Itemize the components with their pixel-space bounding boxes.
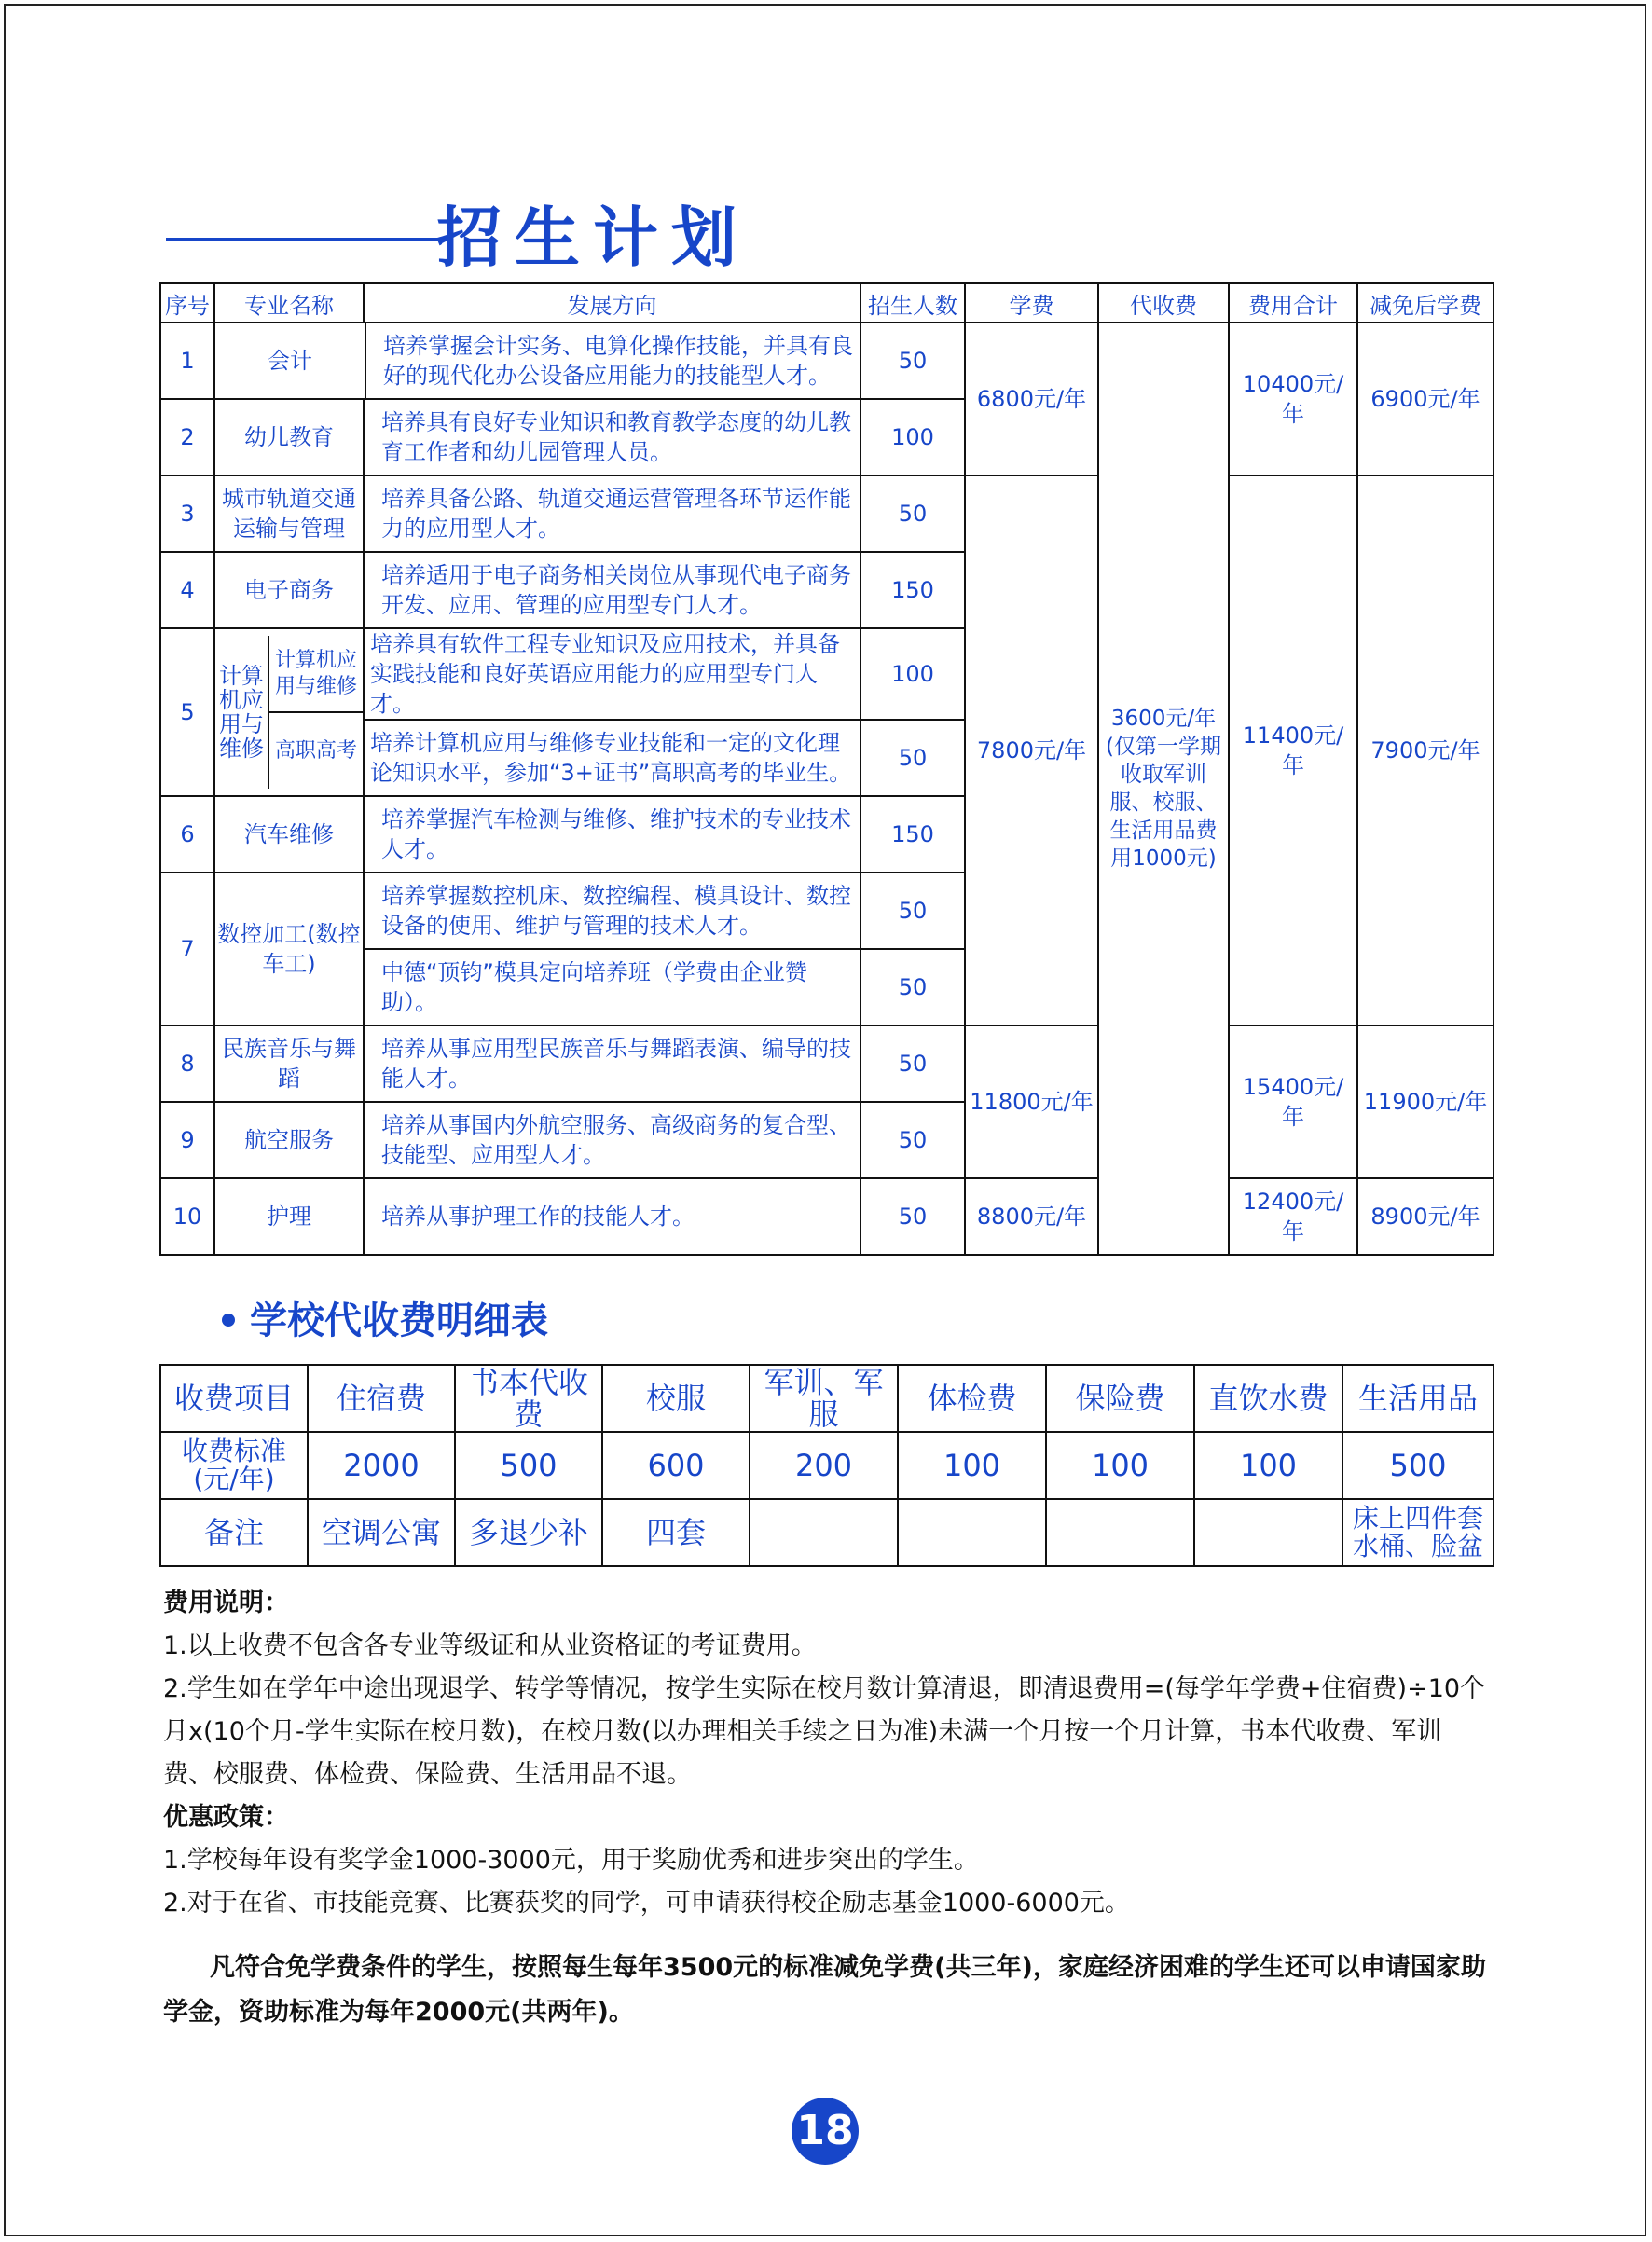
reduced-fee-cell: 11900元/年 <box>1357 1025 1494 1178</box>
direction-text: 培养从事护理工作的技能人才。 <box>364 1178 860 1255</box>
enrollment-count: 50 <box>860 949 965 1025</box>
fee-explanation-heading: 费用说明： <box>163 1589 289 1617</box>
policy-note-2: 2.对于在省、市技能竞赛、比赛获奖的同学，可申请获得校企励志基金1000-6000元。 <box>163 1889 1130 1918</box>
major-name: 航空服务 <box>214 1102 364 1178</box>
row-number: 2 <box>160 399 214 475</box>
header-cell: 费用合计 <box>1229 283 1357 323</box>
tuition-cell: 7800元/年 <box>965 475 1098 1025</box>
major-name-text: 会计 <box>215 323 366 398</box>
row-number: 1 <box>160 323 214 399</box>
policy-heading: 优惠政策： <box>163 1803 289 1832</box>
direction-text: 培养从事国内外航空服务、高级商务的复合型、技能型、应用型人才。 <box>364 1102 860 1178</box>
fee-cell: 收费项目 <box>160 1365 308 1432</box>
direction-text: 培养掌握数控机床、数控编程、模具设计、数控设备的使用、维护与管理的技术人才。 <box>364 873 860 949</box>
enrollment-count: 100 <box>860 399 965 475</box>
header-cell: 序号 <box>160 283 214 323</box>
fee-cell: 100 <box>898 1432 1046 1499</box>
row-number: 5 <box>160 628 214 796</box>
fee-cell: 500 <box>455 1432 602 1499</box>
row-number: 8 <box>160 1025 214 1102</box>
major-name: 幼儿教育 <box>214 399 364 475</box>
notes-section <box>163 1582 1487 2035</box>
enrollment-count: 50 <box>860 323 965 399</box>
major-name: 护理 <box>214 1178 364 1255</box>
direction-text: 培养掌握汽车检测与维修、维护技术的专业技术人才。 <box>364 796 860 873</box>
policy-note-1: 1.学校每年设有奖学金1000-3000元，用于奖励优秀和进步突出的学生。 <box>163 1846 979 1875</box>
agency-fee-cell: 3600元/年(仅第一学期收取军训服、校服、生活用品费用1000元) <box>1098 323 1229 1255</box>
fees-section-title <box>222 1291 548 1344</box>
header-cell: 发展方向 <box>364 283 860 323</box>
major-name <box>214 323 860 399</box>
table-header-row <box>160 283 1494 323</box>
fee-remarks-row <box>160 1499 1494 1566</box>
table-row <box>160 1025 1494 1102</box>
row-number: 9 <box>160 1102 214 1178</box>
enrollment-count: 50 <box>860 1025 965 1102</box>
header-cell: 学费 <box>965 283 1098 323</box>
tuition-cell: 6800元/年 <box>965 323 1098 475</box>
fee-cell: 校服 <box>602 1365 750 1432</box>
major-name: 电子商务 <box>214 552 364 628</box>
direction-text: 培养计算机应用与维修专业技能和一定的文化理论知识水平，参加“3+证书”高职高考的毕业生。 <box>364 720 860 796</box>
direction-text: 培养从事应用型民族音乐与舞蹈表演、编导的技能人才。 <box>364 1025 860 1102</box>
fee-cell: 备注 <box>160 1499 308 1566</box>
fee-cell <box>898 1499 1046 1566</box>
direction-text: 培养适用于电子商务相关岗位从事现代电子商务开发、应用、管理的应用型专门人才。 <box>364 552 860 628</box>
enrollment-plan-table <box>159 282 1494 1256</box>
fee-cell: 收费标准(元/年) <box>160 1432 308 1499</box>
row-number: 7 <box>160 873 214 1025</box>
fee-note-1: 1.以上收费不包含各专业等级证和从业资格证的考证费用。 <box>163 1631 817 1660</box>
fee-items-row <box>160 1365 1494 1432</box>
direction-text: 培养具有软件工程专业知识及应用技术，并具备实践技能和良好英语应用能力的应用型专门人才。 <box>364 628 860 720</box>
enrollment-count: 50 <box>860 1178 965 1255</box>
direction-text: 培养掌握会计实务、电算化操作技能，并具有良好的现代化办公设备应用能力的技能型人才。 <box>383 333 853 389</box>
fee-cell: 100 <box>1046 1432 1194 1499</box>
fee-cell: 床上四件套水桶、脸盆 <box>1342 1499 1494 1566</box>
fee-cell <box>750 1499 898 1566</box>
sub-major-name: 计算机应用与维修 <box>269 636 363 713</box>
fee-cell: 住宿费 <box>308 1365 455 1432</box>
header-cell: 专业名称 <box>214 283 364 323</box>
sub-major-name: 高职高考 <box>274 738 357 763</box>
fee-note-2: 2.学生如在学年中途出现退学、转学等情况，按学生实际在校月数计算清退，即清退费用=(每学年学费+住宿费)÷10个月x(10个月-学生实际在校月数)，在校月数(以办理相关手续之日为准)未满一个月按一个月计算，书本代收费、军训费、校服费、体检费、保险费、生活用品不退。 <box>163 1674 1486 1789</box>
page-number: 18 <box>792 2098 859 2165</box>
total-fee-cell: 12400元/年 <box>1229 1178 1357 1255</box>
tuition-cell: 8800元/年 <box>965 1178 1098 1255</box>
fee-cell: 2000 <box>308 1432 455 1499</box>
total-fee-cell: 10400元/年 <box>1229 323 1357 475</box>
enrollment-count: 150 <box>860 552 965 628</box>
fee-cell: 四套 <box>602 1499 750 1566</box>
fee-cell: 100 <box>1194 1432 1342 1499</box>
row-number: 3 <box>160 475 214 552</box>
row-number: 10 <box>160 1178 214 1255</box>
direction-text: 培养具有良好专业知识和教育教学态度的幼儿教育工作者和幼儿园管理人员。 <box>364 399 860 475</box>
fee-cell: 200 <box>750 1432 898 1499</box>
major-name: 民族音乐与舞蹈 <box>214 1025 364 1102</box>
row-number: 6 <box>160 796 214 873</box>
enrollment-count: 50 <box>860 475 965 552</box>
enrollment-count: 50 <box>860 1102 965 1178</box>
enrollment-count: 50 <box>860 873 965 949</box>
enrollment-count: 150 <box>860 796 965 873</box>
table-row <box>160 475 1494 552</box>
fee-cell: 生活用品 <box>1342 1365 1494 1432</box>
direction-text: 培养具备公路、轨道交通运营管理各环节运作能力的应用型人才。 <box>364 475 860 552</box>
fee-cell <box>1046 1499 1194 1566</box>
fee-cell <box>1194 1499 1342 1566</box>
reduced-fee-cell: 6900元/年 <box>1357 323 1494 475</box>
fee-cell: 军训、军服 <box>750 1365 898 1432</box>
major-name: 城市轨道交通运输与管理 <box>214 475 364 552</box>
title-rule <box>166 238 438 241</box>
tuition-cell: 11800元/年 <box>965 1025 1098 1178</box>
fee-cell: 多退少补 <box>455 1499 602 1566</box>
fee-standards-row <box>160 1432 1494 1499</box>
fee-cell: 保险费 <box>1046 1365 1194 1432</box>
header-cell: 减免后学费 <box>1357 283 1494 323</box>
page-title: 招生计划 <box>436 199 750 276</box>
fee-cell: 500 <box>1342 1432 1494 1499</box>
major-group-name: 计算机应用与维修 <box>215 636 269 789</box>
fee-cell: 600 <box>602 1432 750 1499</box>
fee-cell: 直饮水费 <box>1194 1365 1342 1432</box>
major-name: 汽车维修 <box>214 796 364 873</box>
header-cell: 招生人数 <box>860 283 965 323</box>
direction-text: 中德“顶钧”模具定向培养班（学费由企业赞助）。 <box>364 949 860 1025</box>
fee-cell: 书本代收费 <box>455 1365 602 1432</box>
reduced-fee-cell: 7900元/年 <box>1357 475 1494 1025</box>
row-number: 4 <box>160 552 214 628</box>
bullet-icon <box>222 1314 235 1327</box>
fee-details-table <box>159 1364 1494 1567</box>
table-row <box>160 323 1494 399</box>
fee-cell: 体检费 <box>898 1365 1046 1432</box>
major-name: 数控加工(数控车工) <box>214 873 364 1025</box>
tuition-waiver-note: 凡符合免学费条件的学生，按照每生每年3500元的标准减免学费(共三年)，家庭经济困难的学生还可以申请国家助学金，资助标准为每年2000元(共两年)。 <box>163 1953 1486 2027</box>
enrollment-count: 100 <box>860 628 965 720</box>
reduced-fee-cell: 8900元/年 <box>1357 1178 1494 1255</box>
total-fee-cell: 15400元/年 <box>1229 1025 1357 1178</box>
enrollment-count: 50 <box>860 720 965 796</box>
fees-title-text: 学校代收费明细表 <box>250 1299 548 1342</box>
header-cell: 代收费 <box>1098 283 1229 323</box>
table-row <box>160 1178 1494 1255</box>
total-fee-cell: 11400元/年 <box>1229 475 1357 1025</box>
fee-cell: 空调公寓 <box>308 1499 455 1566</box>
major-group <box>214 628 364 796</box>
